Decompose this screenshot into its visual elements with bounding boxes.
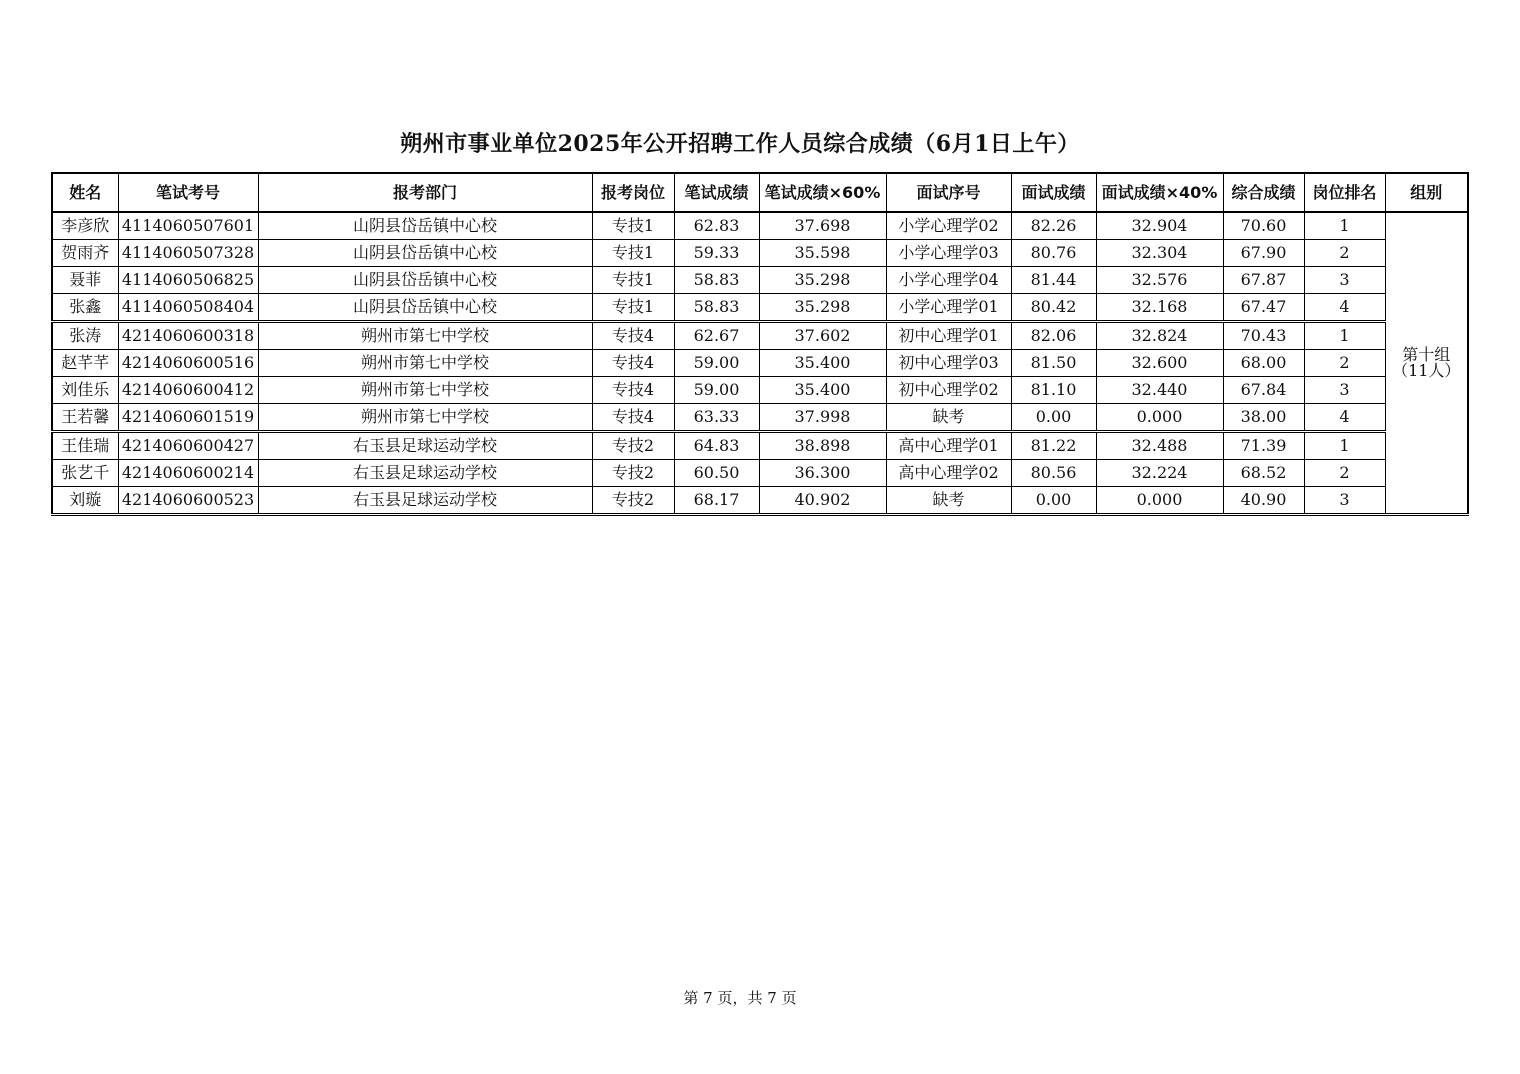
cell-position: 专技4: [592, 404, 674, 432]
cell-interview-40: 32.168: [1096, 294, 1223, 322]
cell-name: 聂菲: [52, 267, 118, 294]
cell-written-score: 62.67: [674, 322, 759, 350]
table-row: [52, 240, 1468, 267]
cell-department: 山阴县岱岳镇中心校: [258, 212, 592, 240]
cell-written-60: 35.400: [759, 377, 886, 404]
col-header-written-score: 笔试成绩: [674, 173, 759, 212]
cell-total: 40.90: [1223, 487, 1304, 515]
cell-interview-score: 82.26: [1011, 212, 1096, 240]
cell-interview-no: 小学心理学04: [886, 267, 1011, 294]
cell-interview-40: 32.600: [1096, 350, 1223, 377]
cell-written-score: 59.33: [674, 240, 759, 267]
cell-interview-no: 初中心理学01: [886, 322, 1011, 350]
cell-interview-no: 小学心理学02: [886, 212, 1011, 240]
cell-name: 赵芊芊: [52, 350, 118, 377]
cell-total: 67.84: [1223, 377, 1304, 404]
cell-written-score: 59.00: [674, 377, 759, 404]
cell-department: 右玉县足球运动学校: [258, 487, 592, 515]
cell-interview-40: 32.488: [1096, 432, 1223, 460]
cell-position: 专技4: [592, 322, 674, 350]
cell-interview-no: 小学心理学01: [886, 294, 1011, 322]
cell-total: 70.60: [1223, 212, 1304, 240]
cell-interview-40: 32.304: [1096, 240, 1223, 267]
cell-rank: 2: [1304, 240, 1385, 267]
cell-position: 专技1: [592, 267, 674, 294]
page-footer: 第 7 页，共 7 页: [683, 989, 797, 1007]
cell-interview-no: 初中心理学02: [886, 377, 1011, 404]
page-title: 朔州市事业单位2025年公开招聘工作人员综合成绩（6月1日上午）: [400, 131, 1080, 157]
cell-exam-id: 4114060507328: [118, 240, 258, 267]
cell-exam-id: 4114060508404: [118, 294, 258, 322]
cell-interview-40: 32.440: [1096, 377, 1223, 404]
cell-interview-no: 初中心理学03: [886, 350, 1011, 377]
cell-interview-no: 小学心理学03: [886, 240, 1011, 267]
table-row: [52, 460, 1468, 487]
cell-written-60: 38.898: [759, 432, 886, 460]
table-row: [52, 377, 1468, 404]
col-header-interview-40: 面试成绩×40%: [1096, 173, 1223, 212]
cell-written-60: 35.298: [759, 294, 886, 322]
cell-interview-score: 81.44: [1011, 267, 1096, 294]
cell-rank: 4: [1304, 294, 1385, 322]
cell-written-score: 58.83: [674, 294, 759, 322]
cell-total: 67.87: [1223, 267, 1304, 294]
col-header-rank: 岗位排名: [1304, 173, 1385, 212]
cell-exam-id: 4214060600318: [118, 322, 258, 350]
cell-interview-40: 32.576: [1096, 267, 1223, 294]
cell-position: 专技2: [592, 432, 674, 460]
cell-written-60: 35.298: [759, 267, 886, 294]
cell-exam-id: 4114060507601: [118, 212, 258, 240]
cell-interview-40: 32.224: [1096, 460, 1223, 487]
cell-written-60: 36.300: [759, 460, 886, 487]
cell-rank: 2: [1304, 350, 1385, 377]
col-header-written-60: 笔试成绩×60%: [759, 173, 886, 212]
cell-exam-id: 4214060600427: [118, 432, 258, 460]
cell-interview-40: 32.824: [1096, 322, 1223, 350]
col-header-total: 综合成绩: [1223, 173, 1304, 212]
cell-position: 专技1: [592, 240, 674, 267]
cell-name: 王若馨: [52, 404, 118, 432]
cell-department: 右玉县足球运动学校: [258, 460, 592, 487]
cell-name: 李彦欣: [52, 212, 118, 240]
table-row: [52, 212, 1468, 240]
cell-name: 贺雨齐: [52, 240, 118, 267]
cell-exam-id: 4214060600412: [118, 377, 258, 404]
cell-rank: 1: [1304, 212, 1385, 240]
cell-interview-score: 80.56: [1011, 460, 1096, 487]
cell-total: 68.52: [1223, 460, 1304, 487]
table-row: [52, 487, 1468, 515]
table-row: [52, 350, 1468, 377]
header-row: [52, 173, 1468, 212]
cell-interview-score: 0.00: [1011, 404, 1096, 432]
col-header-exam-id: 笔试考号: [118, 173, 258, 212]
cell-exam-id: 4214060601519: [118, 404, 258, 432]
col-header-name: 姓名: [52, 173, 118, 212]
cell-name: 张艺千: [52, 460, 118, 487]
cell-rank: 3: [1304, 377, 1385, 404]
cell-interview-no: 高中心理学01: [886, 432, 1011, 460]
cell-department: 山阴县岱岳镇中心校: [258, 267, 592, 294]
cell-name: 张鑫: [52, 294, 118, 322]
results-table: [51, 172, 1469, 516]
cell-position: 专技2: [592, 460, 674, 487]
cell-rank: 2: [1304, 460, 1385, 487]
table-row: [52, 432, 1468, 460]
cell-written-score: 60.50: [674, 460, 759, 487]
group-count: （11人）: [1392, 361, 1461, 380]
cell-interview-score: 82.06: [1011, 322, 1096, 350]
cell-department: 朔州市第七中学校: [258, 377, 592, 404]
cell-exam-id: 4214060600523: [118, 487, 258, 515]
cell-position: 专技2: [592, 487, 674, 515]
col-header-interview-no: 面试序号: [886, 173, 1011, 212]
col-header-position: 报考岗位: [592, 173, 674, 212]
cell-interview-no: 缺考: [886, 487, 1011, 515]
cell-total: 38.00: [1223, 404, 1304, 432]
cell-department: 朔州市第七中学校: [258, 322, 592, 350]
cell-written-60: 35.598: [759, 240, 886, 267]
cell-interview-40: 0.000: [1096, 404, 1223, 432]
cell-department: 朔州市第七中学校: [258, 404, 592, 432]
table-row: [52, 322, 1468, 350]
cell-written-60: 37.602: [759, 322, 886, 350]
cell-name: 刘佳乐: [52, 377, 118, 404]
cell-rank: 1: [1304, 322, 1385, 350]
table-body: [52, 212, 1468, 515]
cell-interview-no: 缺考: [886, 404, 1011, 432]
table-row: [52, 404, 1468, 432]
cell-position: 专技1: [592, 212, 674, 240]
col-header-interview-score: 面试成绩: [1011, 173, 1096, 212]
cell-department: 山阴县岱岳镇中心校: [258, 294, 592, 322]
cell-exam-id: 4114060506825: [118, 267, 258, 294]
cell-written-score: 58.83: [674, 267, 759, 294]
cell-department: 右玉县足球运动学校: [258, 432, 592, 460]
cell-written-score: 68.17: [674, 487, 759, 515]
cell-total: 70.43: [1223, 322, 1304, 350]
cell-written-60: 35.400: [759, 350, 886, 377]
cell-name: 刘璇: [52, 487, 118, 515]
cell-interview-40: 32.904: [1096, 212, 1223, 240]
cell-interview-no: 高中心理学02: [886, 460, 1011, 487]
cell-position: 专技4: [592, 377, 674, 404]
cell-total: 71.39: [1223, 432, 1304, 460]
cell-total: 67.47: [1223, 294, 1304, 322]
cell-position: 专技4: [592, 350, 674, 377]
group-label: 第十组: [1402, 345, 1451, 364]
cell-written-score: 64.83: [674, 432, 759, 460]
cell-interview-score: 0.00: [1011, 487, 1096, 515]
cell-interview-score: 81.50: [1011, 350, 1096, 377]
cell-written-score: 59.00: [674, 350, 759, 377]
cell-department: 山阴县岱岳镇中心校: [258, 240, 592, 267]
cell-total: 67.90: [1223, 240, 1304, 267]
cell-department: 朔州市第七中学校: [258, 350, 592, 377]
cell-written-60: 40.902: [759, 487, 886, 515]
cell-rank: 4: [1304, 404, 1385, 432]
cell-written-score: 63.33: [674, 404, 759, 432]
cell-exam-id: 4214060600214: [118, 460, 258, 487]
cell-position: 专技1: [592, 294, 674, 322]
group-cell: [1385, 212, 1468, 515]
cell-interview-score: 80.42: [1011, 294, 1096, 322]
cell-rank: 3: [1304, 267, 1385, 294]
cell-rank: 3: [1304, 487, 1385, 515]
table-row: [52, 267, 1468, 294]
cell-total: 68.00: [1223, 350, 1304, 377]
cell-name: 张涛: [52, 322, 118, 350]
cell-interview-score: 81.10: [1011, 377, 1096, 404]
cell-interview-score: 81.22: [1011, 432, 1096, 460]
cell-name: 王佳瑞: [52, 432, 118, 460]
col-header-department: 报考部门: [258, 173, 592, 212]
col-header-group: 组别: [1385, 173, 1468, 212]
cell-rank: 1: [1304, 432, 1385, 460]
cell-exam-id: 4214060600516: [118, 350, 258, 377]
cell-written-score: 62.83: [674, 212, 759, 240]
cell-written-60: 37.698: [759, 212, 886, 240]
cell-interview-score: 80.76: [1011, 240, 1096, 267]
cell-interview-40: 0.000: [1096, 487, 1223, 515]
table-row: [52, 294, 1468, 322]
cell-written-60: 37.998: [759, 404, 886, 432]
